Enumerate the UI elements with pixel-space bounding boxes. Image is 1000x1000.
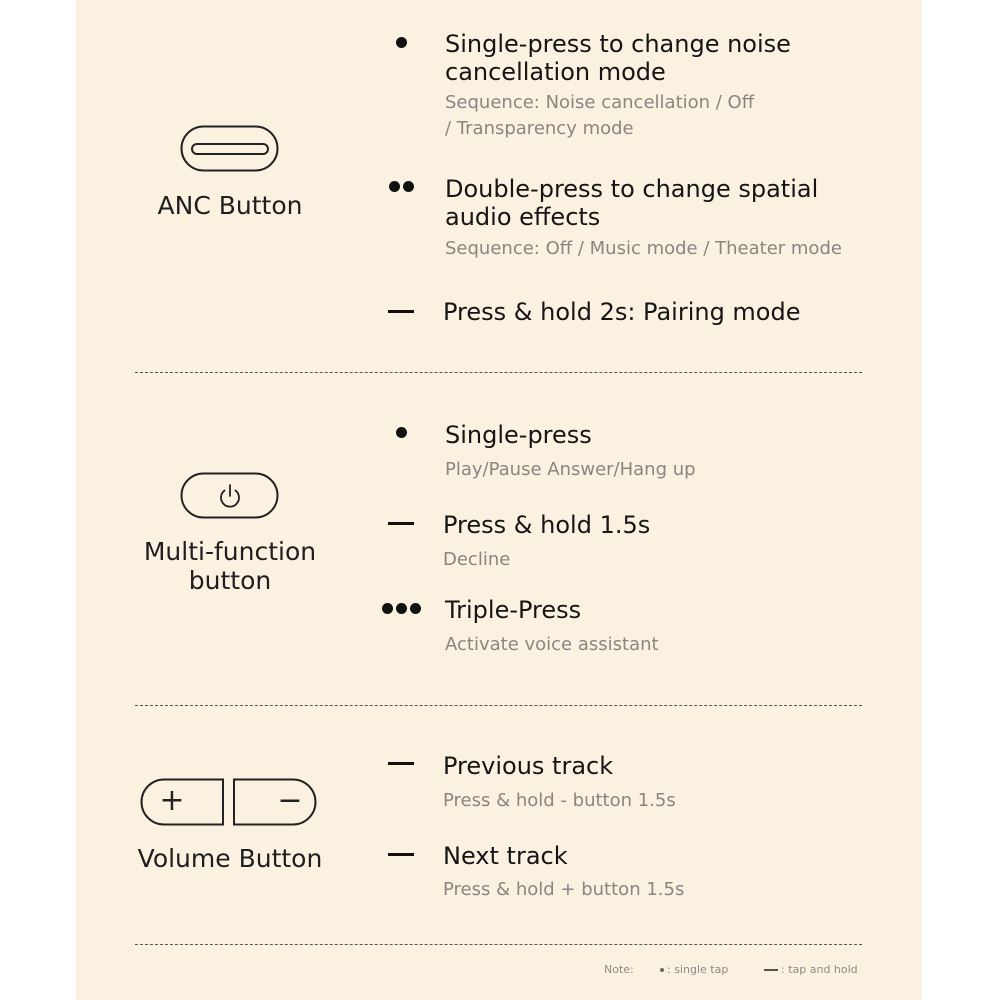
anc-double-title-2: audio effects — [445, 203, 601, 231]
anc-button-icon — [180, 125, 280, 173]
triple-press-marker-icon — [396, 603, 407, 614]
single-press-marker-icon — [396, 427, 407, 438]
mf-triple-title: Triple-Press — [445, 596, 582, 624]
multifunction-button-icon — [180, 472, 280, 520]
anc-single-sub-2: / Transparency mode — [445, 118, 634, 139]
hold-marker-icon — [388, 762, 414, 765]
triple-press-marker-icon — [382, 603, 393, 614]
note-tap-hold: : tap and hold — [781, 963, 858, 976]
volume-plus-icon: + — [159, 783, 185, 818]
mf-triple-sub: Activate voice assistant — [445, 634, 659, 655]
hold-marker-icon — [388, 310, 414, 313]
anc-single-sub-1: Sequence: Noise cancellation / Off — [445, 92, 755, 113]
anc-single-title-2: cancellation mode — [445, 58, 666, 86]
volume-minus-icon: − — [277, 783, 303, 818]
section-divider — [135, 705, 862, 706]
section-divider — [135, 372, 862, 373]
double-press-marker-icon — [389, 181, 400, 192]
note-single-tap: : single tap — [667, 963, 729, 976]
vol-prev-title: Previous track — [443, 752, 614, 780]
vol-next-sub: Press & hold + button 1.5s — [443, 879, 685, 900]
multifunction-label-2: button — [188, 566, 272, 595]
anc-double-title-1: Double-press to change spatial — [445, 175, 819, 203]
mf-single-title: Single-press — [445, 421, 592, 449]
single-press-marker-icon — [396, 37, 407, 48]
vol-prev-sub: Press & hold - button 1.5s — [443, 790, 676, 811]
anc-single-title-1: Single-press to change noise — [445, 30, 791, 58]
triple-press-marker-icon — [410, 603, 421, 614]
multifunction-label-1: Multi-function — [143, 537, 317, 566]
section-divider — [135, 944, 862, 945]
volume-button-label: Volume Button — [137, 844, 323, 873]
mf-single-sub: Play/Pause Answer/Hang up — [445, 459, 696, 480]
mf-hold-title: Press & hold 1.5s — [443, 511, 651, 539]
note-single-tap-icon — [660, 968, 664, 972]
anc-button-label: ANC Button — [157, 191, 303, 220]
note-label: Note: — [604, 963, 634, 976]
double-press-marker-icon — [403, 181, 414, 192]
anc-double-sub-1: Sequence: Off / Music mode / Theater mode — [445, 238, 842, 259]
power-icon — [221, 485, 239, 507]
anc-hold-title: Press & hold 2s: Pairing mode — [443, 298, 801, 326]
hold-marker-icon — [388, 522, 414, 525]
mf-hold-sub: Decline — [443, 549, 511, 570]
vol-next-title: Next track — [443, 842, 568, 870]
hold-marker-icon — [388, 853, 414, 856]
note-tap-hold-icon — [764, 969, 778, 971]
